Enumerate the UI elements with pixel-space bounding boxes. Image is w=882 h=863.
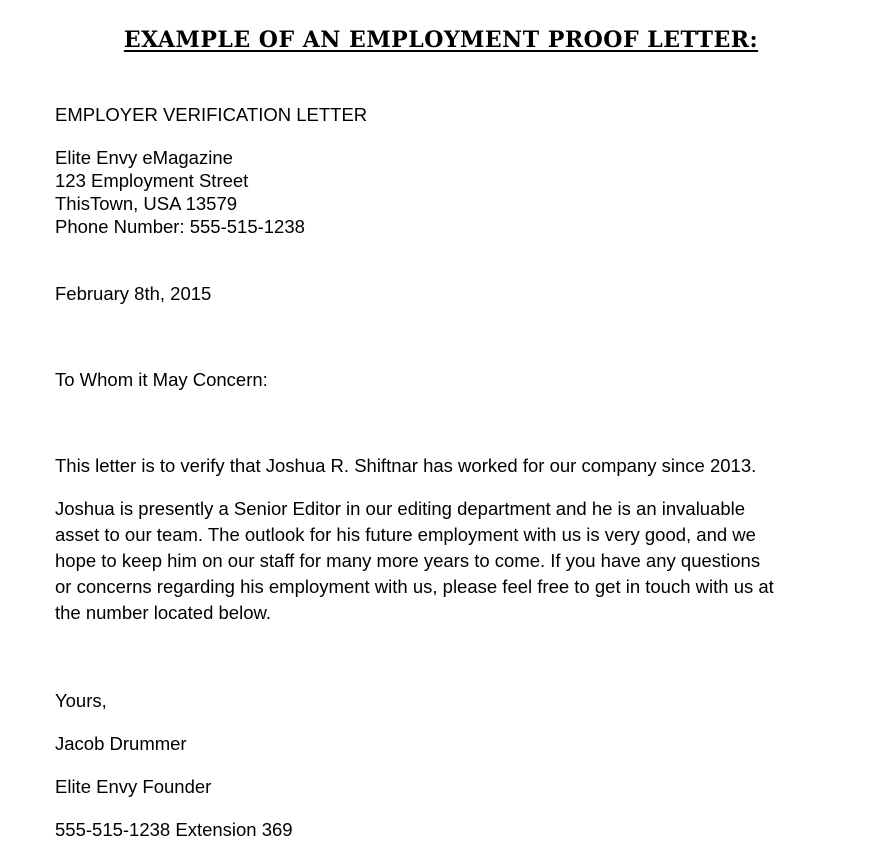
signer-title: Elite Envy Founder: [55, 776, 212, 797]
address-line-company: Elite Envy eMagazine: [55, 147, 233, 168]
salutation: To Whom it May Concern:: [55, 369, 268, 390]
address-line-city: ThisTown, USA 13579: [55, 193, 238, 214]
address-line-street: 123 Employment Street: [55, 170, 249, 191]
paragraph-line: asset to our team. The outlook for his future employment with us is very good, and we: [55, 524, 756, 545]
page-title: EXAMPLE OF AN EMPLOYMENT PROOF LETTER:: [123, 27, 759, 53]
closing: Yours,: [55, 690, 107, 711]
paragraph-line: Joshua is presently a Senior Editor in our editing department and he is an invaluable: [55, 498, 746, 519]
signer-phone: 555-515-1238 Extension 369: [55, 819, 293, 840]
paragraph-line: hope to keep him on our staff for many more years to come. If you have any questions: [55, 550, 761, 571]
address-line-phone: Phone Number: 555-515-1238: [55, 216, 305, 237]
paragraph-line: or concerns regarding his employment with us, please feel free to get in touch with us at: [55, 576, 774, 597]
paragraph-verification: This letter is to verify that Joshua R. Shiftnar has worked for our company since 2013.: [55, 455, 757, 476]
letter-heading: EMPLOYER VERIFICATION LETTER: [55, 104, 368, 125]
letter-date: February 8th, 2015: [55, 283, 212, 304]
paragraph-line: the number located below.: [55, 602, 271, 623]
signer-name: Jacob Drummer: [55, 733, 187, 754]
paragraph-details: [55, 496, 774, 626]
